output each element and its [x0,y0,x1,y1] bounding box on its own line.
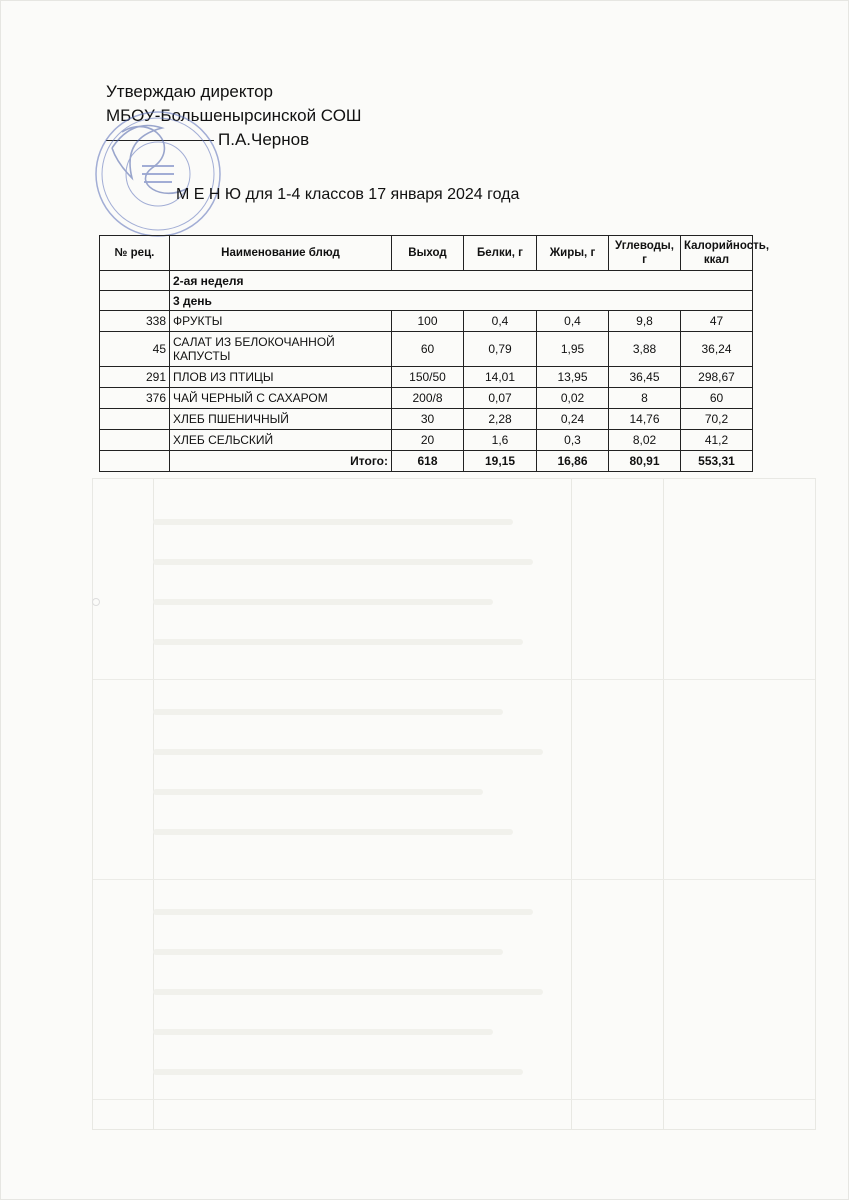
total-carbs: 80,91 [609,451,681,472]
cell-code: 376 [100,388,170,409]
cell-output: 30 [392,409,464,430]
cell-fat: 0,4 [537,311,609,332]
total-output: 618 [392,451,464,472]
day-row [100,291,753,311]
cell-calories: 41,2 [681,430,753,451]
header-output: Выход [392,236,464,271]
header-fat: Жиры, г [537,236,609,271]
cell-carbs: 8,02 [609,430,681,451]
cell-name: САЛАТ ИЗ БЕЛОКОЧАННОЙ КАПУСТЫ [170,332,392,367]
cell-carbs: 9,8 [609,311,681,332]
header-protein: Белки, г [464,236,537,271]
punch-hole-mark [92,598,100,606]
total-fat: 16,86 [537,451,609,472]
total-calories: 553,31 [681,451,753,472]
header-calories: Калорийность, ккал [681,236,753,271]
approval-title: Утверждаю директор [106,82,274,101]
cell-carbs: 8 [609,388,681,409]
cell-fat: 0,24 [537,409,609,430]
cell-name: ХЛЕБ СЕЛЬСКИЙ [170,430,392,451]
cell-fat: 1,95 [537,332,609,367]
cell-code [100,430,170,451]
cell-code: 291 [100,367,170,388]
cell-protein: 0,4 [464,311,537,332]
cell-protein: 1,6 [464,430,537,451]
cell-name: ПЛОВ ИЗ ПТИЦЫ [170,367,392,388]
table-row [100,311,753,332]
cell-code: 338 [100,311,170,332]
cell-protein: 0,07 [464,388,537,409]
header-name: Наименование блюд [170,236,392,271]
cell-name: ХЛЕБ ПШЕНИЧНЫЙ [170,409,392,430]
table-header-row [100,236,753,271]
cell-protein: 2,28 [464,409,537,430]
total-label: Итого: [170,451,392,472]
cell-fat: 0,3 [537,430,609,451]
empty-cell [100,291,170,311]
cell-output: 20 [392,430,464,451]
cell-calories: 60 [681,388,753,409]
school-stamp [92,108,224,240]
header-code: № рец. [100,236,170,271]
table-row [100,332,753,367]
cell-protein: 0,79 [464,332,537,367]
table-row [100,388,753,409]
cell-carbs: 14,76 [609,409,681,430]
cell-name: ФРУКТЫ [170,311,392,332]
empty-cell [100,451,170,472]
menu-table [99,235,770,472]
header-carbs: Углеводы, г [609,236,681,271]
total-protein: 19,15 [464,451,537,472]
cell-calories: 70,2 [681,409,753,430]
cell-code: 45 [100,332,170,367]
cell-carbs: 3,88 [609,332,681,367]
cell-calories: 47 [681,311,753,332]
table-row [100,409,753,430]
cell-calories: 36,24 [681,332,753,367]
total-row [100,451,753,472]
menu-title: М Е Н Ю для 1-4 классов 17 января 2024 года [176,186,520,203]
table-row [100,367,753,388]
cell-code [100,409,170,430]
week-label: 2-ая неделя [170,271,753,291]
cell-fat: 13,95 [537,367,609,388]
cell-name: ЧАЙ ЧЕРНЫЙ С САХАРОМ [170,388,392,409]
approval-school: МБОУ-Большенырсинской СОШ [106,106,362,125]
table-row [100,430,753,451]
cell-output: 150/50 [392,367,464,388]
bleed-through-background [92,478,816,1130]
cell-carbs: 36,45 [609,367,681,388]
cell-output: 60 [392,332,464,367]
cell-fat: 0,02 [537,388,609,409]
cell-output: 200/8 [392,388,464,409]
cell-calories: 298,67 [681,367,753,388]
day-label: 3 день [170,291,753,311]
week-row [100,271,753,291]
signer-name: П.А.Чернов [218,130,310,149]
cell-protein: 14,01 [464,367,537,388]
cell-output: 100 [392,311,464,332]
empty-cell [100,271,170,291]
